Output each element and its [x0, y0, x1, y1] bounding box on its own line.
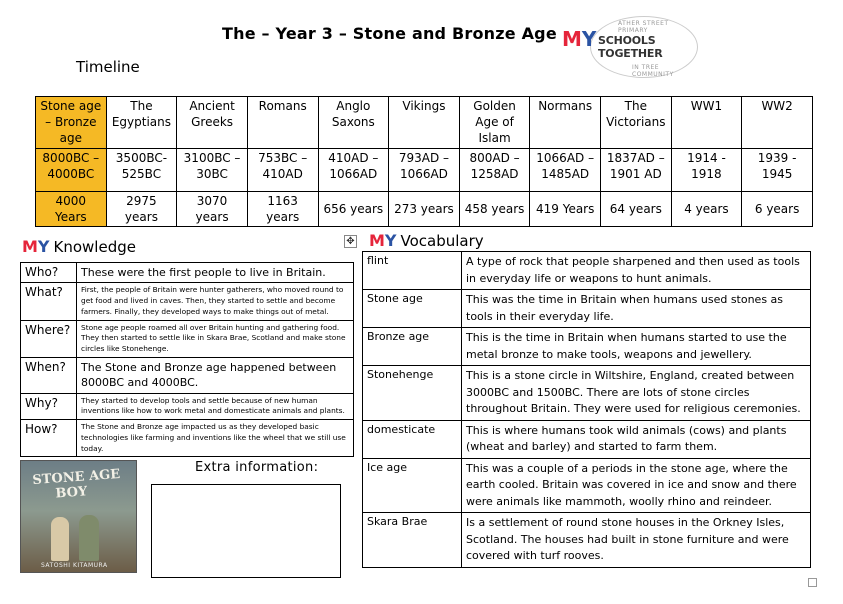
era-name-cell: Normans — [530, 97, 601, 149]
timeline-heading: Timeline — [76, 58, 140, 76]
era-dates-cell: 1837AD – 1901 AD — [601, 149, 672, 192]
vocabulary-row — [363, 290, 811, 328]
era-dates-cell: 3500BC-525BC — [106, 149, 177, 192]
vocabulary-definition: This is the time in Britain when humans started to use the metal bronze to make tools, weapons and jewellery. — [462, 328, 811, 366]
book-author: SATOSHI KITAMURA — [41, 562, 108, 569]
knowledge-question: How? — [21, 420, 77, 457]
knowledge-answer: These were the first people to live in Britain. — [77, 263, 354, 283]
era-dates-cell: 793AD – 1066AD — [389, 149, 460, 192]
era-length-cell: 4000 Years — [36, 192, 107, 227]
knowledge-answer: They started to develop tools and settle because of new human inventions like how to work metal and domesticate animals and plants. — [77, 393, 354, 419]
vocabulary-row — [363, 328, 811, 366]
vocabulary-heading-label: Vocabulary — [400, 231, 484, 250]
knowledge-table — [20, 262, 354, 457]
era-length-cell: 2975 years — [106, 192, 177, 227]
vocabulary-word: domesticate — [363, 420, 462, 458]
knowledge-heading — [22, 237, 136, 256]
vocabulary-definition: This was the time in Britain when humans used stones as tools in their everyday life. — [462, 290, 811, 328]
vocabulary-row — [363, 366, 811, 421]
knowledge-question: Who? — [21, 263, 77, 283]
era-dates-cell: 8000BC – 4000BC — [36, 149, 107, 192]
resize-handle[interactable] — [808, 578, 817, 587]
vocabulary-word: Ice age — [363, 458, 462, 513]
timeline-table — [35, 96, 813, 227]
knowledge-row — [21, 420, 354, 457]
era-length-cell: 6 years — [742, 192, 813, 227]
era-name-cell: The Victorians — [601, 97, 672, 149]
era-length-cell: 458 years — [459, 192, 530, 227]
book-cover-image — [20, 460, 137, 573]
era-dates-cell: 800AD – 1258AD — [459, 149, 530, 192]
timeline-row-names — [36, 97, 813, 149]
knowledge-row — [21, 393, 354, 419]
knowledge-row — [21, 357, 354, 393]
era-dates-cell: 1939 - 1945 — [742, 149, 813, 192]
knowledge-question: What? — [21, 283, 77, 320]
era-length-cell: 656 years — [318, 192, 389, 227]
era-length-cell: 4 years — [671, 192, 742, 227]
timeline-row-dates — [36, 149, 813, 192]
era-name-cell: Vikings — [389, 97, 460, 149]
era-dates-cell: 410AD – 1066AD — [318, 149, 389, 192]
vocabulary-row — [363, 513, 811, 568]
vocabulary-word: flint — [363, 252, 462, 290]
vocabulary-definition: This is where humans took wild animals (cows) and plants (wheat and barley) and started to farm them. — [462, 420, 811, 458]
era-name-cell: Anglo Saxons — [318, 97, 389, 149]
book-title-line2: BOY — [54, 484, 88, 502]
era-length-cell: 3070 years — [177, 192, 248, 227]
era-length-cell: 1163 years — [247, 192, 318, 227]
knowledge-question: Why? — [21, 393, 77, 419]
vocabulary-word: Skara Brae — [363, 513, 462, 568]
vocabulary-row — [363, 458, 811, 513]
move-icon[interactable]: ✥ — [344, 235, 357, 248]
knowledge-question: When? — [21, 357, 77, 393]
extra-information-label: Extra information: — [195, 460, 319, 475]
era-name-cell: Stone age – Bronze age — [36, 97, 107, 149]
knowledge-row — [21, 263, 354, 283]
era-length-cell: 64 years — [601, 192, 672, 227]
vocabulary-definition: A type of rock that people sharpened and then used as tools in everyday life or weapons to hunt animals. — [462, 252, 811, 290]
vocabulary-definition: Is a settlement of round stone houses in the Orkney Isles, Scotland. The houses had built in stone furniture and were covered with turf rooves. — [462, 513, 811, 568]
logo-arc-bottom: IN TREE COMMUNITY — [632, 64, 674, 78]
timeline-row-lengths — [36, 192, 813, 227]
book-figure-right — [79, 515, 99, 561]
knowledge-row — [21, 283, 354, 320]
book-title-line1: STONE AGE — [31, 466, 121, 489]
era-dates-cell: 753BC – 410AD — [247, 149, 318, 192]
logo-name: SCHOOLS TOGETHER — [598, 34, 663, 60]
knowledge-answer: The Stone and Bronze age happened between 8000BC and 4000BC. — [77, 357, 354, 393]
era-dates-cell: 1066AD – 1485AD — [530, 149, 601, 192]
era-name-cell: Romans — [247, 97, 318, 149]
book-title — [32, 468, 122, 504]
my-logo-icon: MY — [22, 237, 50, 256]
my-schools-together-logo — [562, 20, 697, 78]
era-name-cell: WW2 — [742, 97, 813, 149]
page-title: The – Year 3 – Stone and Bronze Age — [222, 24, 557, 43]
vocabulary-row — [363, 420, 811, 458]
era-length-cell: 419 Years — [530, 192, 601, 227]
knowledge-row — [21, 320, 354, 357]
vocabulary-definition: This is a stone circle in Wiltshire, England, created between 3000BC and 1500BC. There are lots of stone circles throughout Britain. They were used for religious ceremonies. — [462, 366, 811, 421]
era-dates-cell: 1914 - 1918 — [671, 149, 742, 192]
extra-information-box[interactable] — [151, 484, 341, 578]
era-name-cell: The Egyptians — [106, 97, 177, 149]
era-name-cell: Golden Age of Islam — [459, 97, 530, 149]
knowledge-answer: Stone age people roamed all over Britain hunting and gathering food. They then started to settle like in Skara Brae, Scotland and make stone circles like Stonehenge. — [77, 320, 354, 357]
knowledge-answer: First, the people of Britain were hunter gatherers, who moved round to get food and lived in caves. Then, they started to settle and become farmers. Finally, they developed ways to make things out of metal. — [77, 283, 354, 320]
vocabulary-row — [363, 252, 811, 290]
my-logo-icon: MY — [369, 231, 397, 250]
book-figure-left — [51, 517, 69, 561]
knowledge-answer: The Stone and Bronze age impacted us as they developed basic technologies like farming and inventions like the wheel that we still use today. — [77, 420, 354, 457]
vocabulary-word: Stonehenge — [363, 366, 462, 421]
logo-my: MY — [562, 27, 597, 51]
vocabulary-definition: This was a couple of a periods in the stone age, where the earth cooled. Britain was covered in ice and snow and there were animals like mammoth, woolly rhino and reindeer. — [462, 458, 811, 513]
knowledge-heading-label: Knowledge — [53, 237, 136, 256]
era-name-cell: WW1 — [671, 97, 742, 149]
era-length-cell: 273 years — [389, 192, 460, 227]
knowledge-question: Where? — [21, 320, 77, 357]
era-name-cell: Ancient Greeks — [177, 97, 248, 149]
era-dates-cell: 3100BC – 30BC — [177, 149, 248, 192]
vocabulary-word: Bronze age — [363, 328, 462, 366]
vocabulary-word: Stone age — [363, 290, 462, 328]
vocabulary-heading — [369, 231, 484, 250]
logo-arc-top: ATHER STREET PRIMARY — [618, 20, 669, 34]
vocabulary-table — [362, 251, 811, 568]
